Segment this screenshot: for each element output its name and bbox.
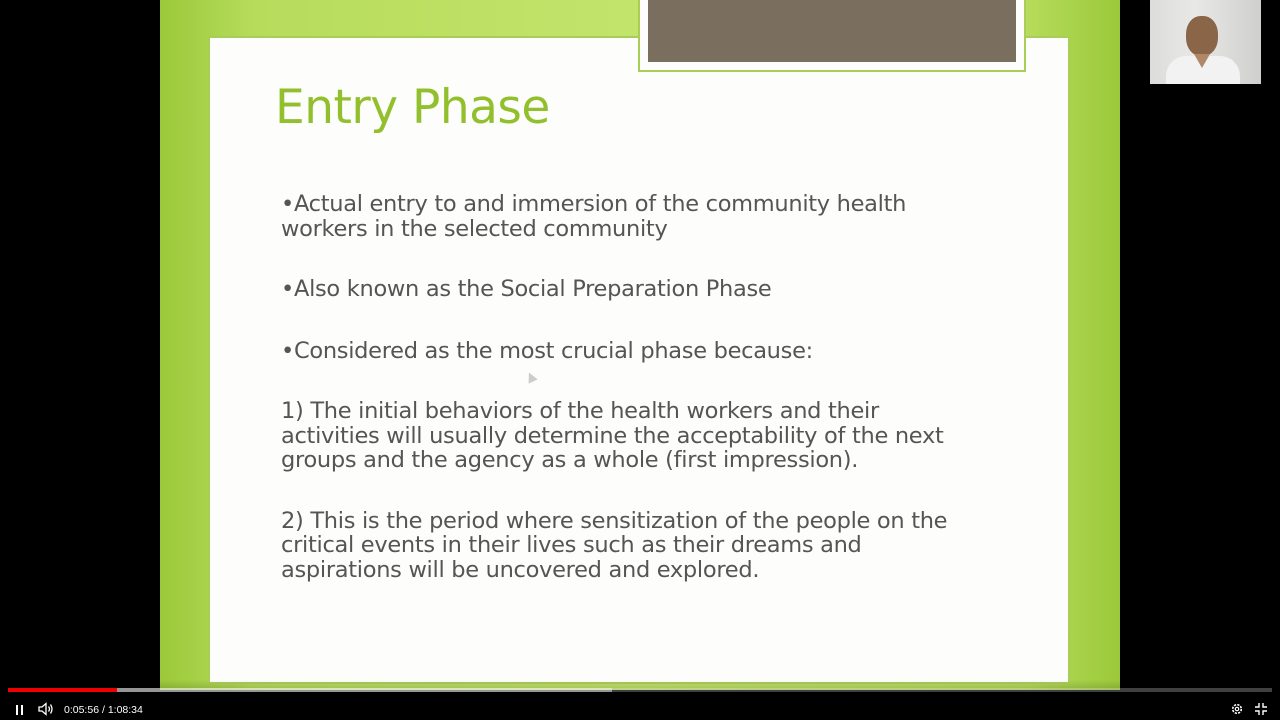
current-time: 0:05:56 [64,704,100,716]
slide-body [281,192,981,582]
time-display [64,703,143,717]
bullet-1: •Actual entry to and immersion of the community health workers in the selected community [281,191,907,242]
slide-title: Entry Phase [275,80,550,135]
presenter-head [1186,16,1218,56]
title-tab-fill [648,0,1016,62]
pause-icon[interactable] [10,702,28,718]
gear-icon[interactable] [1228,702,1246,718]
numbered-point-2: 2) This is the period where sensitization of the people on the critical events in their lives such as their dreams and aspirations will be uncovered and explored. [281,507,948,583]
numbered-point-1: 1) The initial behaviors of the health workers and their activities will usually determine the acceptability of the next groups and the agency as a whole (first impression). [281,398,944,473]
bullet-3: •Considered as the most crucial phase because: [281,337,813,364]
exit-fullscreen-icon[interactable] [1252,702,1270,718]
time-separator: / [99,704,108,716]
slide-title-tab [638,0,1026,72]
duration: 1:08:34 [107,704,143,716]
video-frame[interactable] [160,0,1120,690]
progress-played [8,688,117,692]
presentation-slide [208,36,1070,684]
player-controls [0,680,1280,720]
volume-icon[interactable] [37,702,55,718]
bullet-2: •Also known as the Social Preparation Phase [281,276,772,302]
webcam-overlay [1150,0,1261,84]
progress-bar[interactable] [8,688,1272,692]
